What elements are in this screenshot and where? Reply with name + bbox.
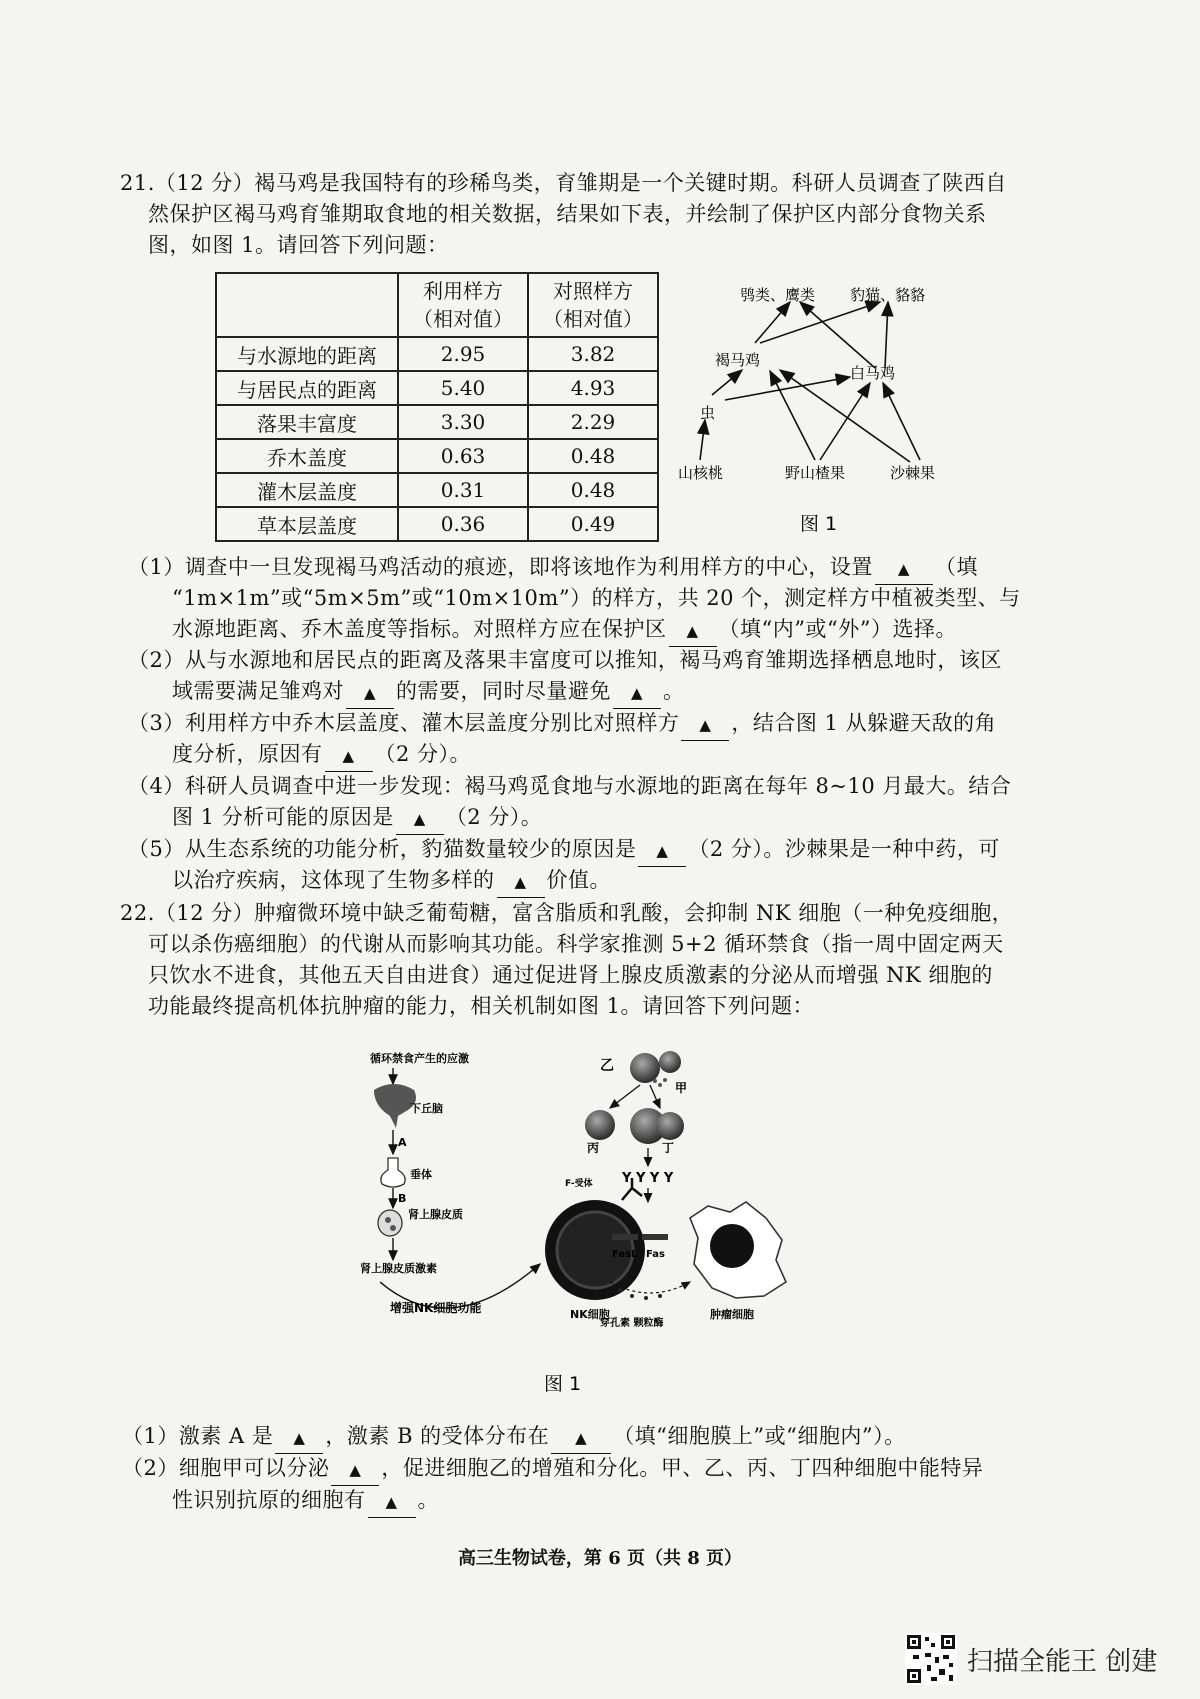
fas-label: Fas — [646, 1249, 665, 1260]
answer-blank[interactable] — [331, 1453, 379, 1486]
table-row: 落果丰富度 3.30 2.29 — [216, 405, 658, 439]
table-corner — [216, 273, 398, 337]
fasl-label: FasL — [612, 1249, 638, 1260]
adrenal-label: 肾上腺皮质 — [408, 1208, 463, 1221]
q21-sub3-line2: 度分析，原因有▲ （2 分）。 — [172, 739, 471, 772]
answer-blank[interactable] — [275, 1421, 323, 1454]
q21-sub4-line1: （4）科研人员调查中进一步发现：褐马鸡觅食地与水源地的距离在每年 8~10 月最大。结合 — [128, 774, 1012, 798]
pituitary-label: 垂体 — [410, 1168, 432, 1181]
answer-blank[interactable] — [681, 708, 729, 741]
q21-sub5-line2: 以治疗疾病，这体现了生物多样的▲ 价值。 — [172, 865, 611, 898]
scanner-stamp — [905, 1633, 1157, 1685]
perforin-label: 穿孔素 颗粒酶 — [600, 1318, 664, 1329]
table-header-use: 利用样方 （相对值） — [398, 273, 528, 337]
answer-blank[interactable] — [497, 865, 545, 898]
cell-b-label: 乙 — [600, 1058, 614, 1074]
q22-line-2: 可以杀伤癌细胞）的代谢从而影响其功能。科学家推测 5+2 循环禁食（指一周中固定两天 — [148, 932, 1004, 956]
q21-line-1: 21.（12 分）褐马鸡是我国特有的珍稀鸟类，育雏期是一个关键时期。科研人员调查了陕西自 — [120, 171, 1007, 195]
figure2-caption: 图 1 — [544, 1373, 582, 1395]
node-brown-eared-pheasant: 褐马鸡 — [715, 351, 761, 369]
answer-blank[interactable] — [325, 739, 373, 772]
q21-sub3-line1: （3）利用样方中乔木层盖度、灌木层盖度分别比对照样方▲ ，结合图 1 从躲避天敌的角 — [128, 708, 996, 741]
answer-blank[interactable] — [669, 614, 717, 647]
figure-caption: 图 1 — [800, 513, 838, 535]
q21-sub2-line2: 域需要满足雏鸡对▲ 的需要，同时尽量避免▲ 。 — [172, 676, 685, 709]
q22-line-3: 只饮水不进食，其他五天自由进食）通过促进肾上腺皮质激素的分泌从而增强 NK 细胞的 — [148, 963, 993, 987]
hypothalamus-label: 下丘脑 — [410, 1102, 443, 1115]
q21-sub2-line1: （2）从与水源地和居民点的距离及落果丰富度可以推知，褐马鸡育雏期选择栖息地时，该区 — [128, 648, 1002, 672]
receptor-label: F-受体 — [565, 1179, 593, 1189]
q21-sub4-line2: 图 1 分析可能的原因是▲ （2 分）。 — [172, 802, 542, 835]
pituitary-icon — [381, 1158, 405, 1187]
answer-blank[interactable] — [346, 676, 394, 709]
answer-blank[interactable] — [875, 552, 933, 585]
cell-a — [659, 1051, 681, 1073]
hormone-b-label: B — [398, 1192, 407, 1205]
q21-line-2: 然保护区褐马鸡育雏期取食地的相关数据，结果如下表，并绘制了保护区内部分食物关系 — [148, 202, 987, 226]
q21-sub1-line2: “1m×1m”或“5m×5m”或“10m×10m”）的样方，共 20 个，测定样方中植被类型、与 — [172, 586, 1021, 610]
node-leopard: 豹猫、貉貉 — [850, 286, 926, 304]
qr-code-icon — [905, 1633, 957, 1685]
node-insect: 虫 — [700, 404, 716, 422]
cell-b — [630, 1053, 660, 1083]
cell-d-label: 丁 — [662, 1141, 675, 1155]
nk-label: NK细胞 — [570, 1308, 610, 1321]
table-header-control: 对照样方 （相对值） — [528, 273, 658, 337]
tumor-label: 肿瘤细胞 — [710, 1308, 754, 1321]
q21-sub1-line3: 水源地距离、乔木盖度等指标。对照样方应在保护区▲ （填“内”或“外”）选择。 — [172, 614, 957, 647]
node-walnut: 山核桃 — [678, 464, 724, 482]
habitat-table — [215, 272, 659, 542]
immune-mechanism-diagram — [360, 1050, 860, 1400]
table-row: 灌木层盖度 0.31 0.48 — [216, 473, 658, 507]
table-row: 草本层盖度 0.36 0.49 — [216, 507, 658, 541]
page-footer: 高三生物试卷，第 6 页（共 8 页） — [457, 1548, 743, 1569]
q21-line-3: 图，如图 1。请回答下列问题： — [148, 233, 449, 257]
enhance-label: 增强NK细胞功能 — [390, 1301, 482, 1315]
stamp-label: 扫描全能王 创建 — [967, 1646, 1158, 1677]
answer-blank[interactable] — [396, 802, 444, 835]
node-seabuckthorn: 沙棘果 — [890, 464, 936, 482]
q22-sub1: （1）激素 A 是▲ ，激素 B 的受体分布在▲ （填“细胞膜上”或“细胞内”）。 — [122, 1421, 906, 1454]
answer-blank[interactable] — [368, 1485, 416, 1518]
node-hawthorn: 野山楂果 — [785, 464, 846, 482]
answer-blank[interactable] — [551, 1421, 611, 1454]
node-white-eared-pheasant: 白马鸡 — [850, 364, 896, 382]
q22-line-4: 功能最终提高机体抗肿瘤的能力，相关机制如图 1。请回答下列问题： — [148, 994, 815, 1018]
cell-c-label: 丙 — [587, 1141, 600, 1155]
cell-a-label: 甲 — [675, 1081, 688, 1095]
node-hawks: 鸮类、鹰类 — [740, 286, 816, 304]
table-row: 与居民点的距离 5.40 4.93 — [216, 371, 658, 405]
q21-sub5-line1: （5）从生态系统的功能分析，豹猫数量较少的原因是▲ （2 分）。沙棘果是一种中药，可 — [128, 834, 1000, 867]
svg-text:Y Y Y Y: Y Y Y Y — [622, 1171, 674, 1186]
hormone-a-label: A — [398, 1136, 407, 1149]
q22-sub2-line2: 性识别抗原的细胞有▲ 。 — [172, 1485, 439, 1518]
q22-sub2-line1: （2）细胞甲可以分泌▲ ，促进细胞乙的增殖和分化。甲、乙、丙、丁四种细胞中能特异 — [122, 1453, 983, 1486]
stress-label: 循环禁食产生的应激 — [370, 1052, 469, 1065]
cell-c — [585, 1110, 615, 1140]
q21-sub1-line1: （1）调查中一旦发现褐马鸡活动的痕迹，即将该地作为利用样方的中心，设置▲ （填 — [128, 552, 978, 585]
table-row: 乔木盖度 0.63 0.48 — [216, 439, 658, 473]
q22-line-1: 22.（12 分）肿瘤微环境中缺乏葡萄糖，富含脂质和乳酸，会抑制 NK 细胞（一种免疫细胞， — [120, 901, 1014, 925]
cortex-hormone-label: 肾上腺皮质激素 — [360, 1262, 437, 1275]
table-row: 与水源地的距离 2.95 3.82 — [216, 337, 658, 371]
food-web-diagram — [678, 270, 1020, 550]
answer-blank[interactable] — [613, 676, 661, 709]
adrenal-icon — [378, 1210, 402, 1236]
answer-blank[interactable] — [638, 834, 686, 867]
